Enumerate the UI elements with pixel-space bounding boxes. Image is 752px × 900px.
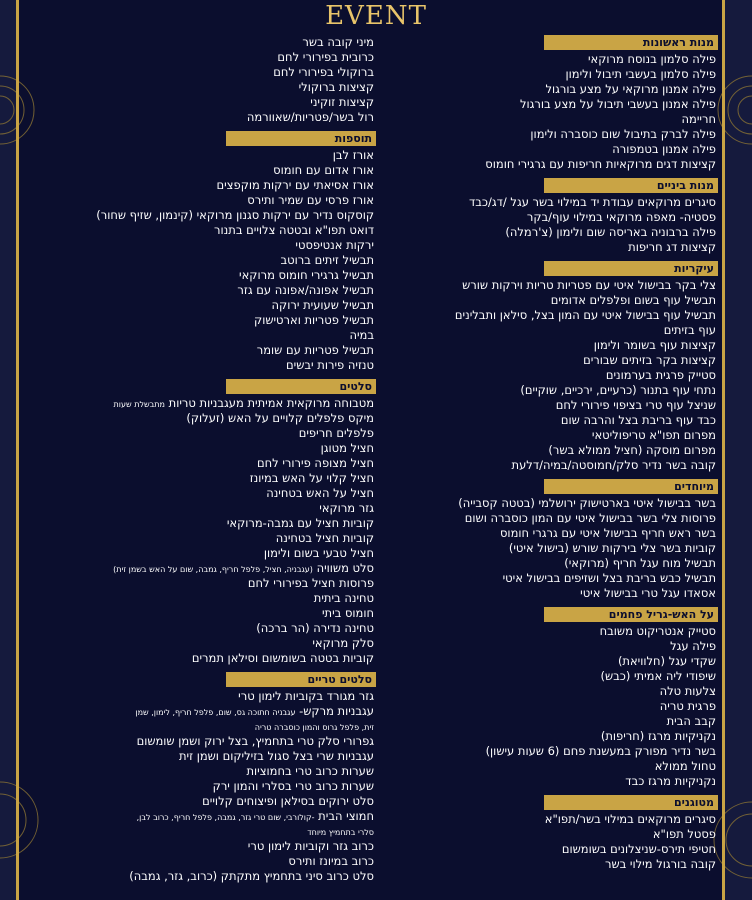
menu-item: גזר מרוקאי [319, 501, 374, 515]
menu-item [74, 719, 376, 734]
menu-item: אורז אדום עם חומוס [273, 163, 374, 177]
menu-item: תבשיל גרגירי חומוס מרוקאי [239, 268, 374, 282]
menu-item: מיני קובה בשר [302, 35, 374, 49]
menu-item: ברוקולי בפירורי לחם [273, 65, 374, 79]
menu-item: ירקות אנטיפסטי [295, 238, 374, 252]
menu-item: פילה ברבוניה באריסה שום ולימון (צ'רמלה) [505, 225, 716, 239]
menu-item: סטייק פרגית בערמונים [605, 368, 716, 382]
menu-item: תבשיל שעועית ירוקה [271, 298, 374, 312]
menu-item [74, 704, 376, 719]
menu-item: צלעות טלה [659, 684, 716, 698]
menu-item-note: (עגבניה, חציל, פלפל חריף, גמבה, שום על האש בשמן זית) [113, 565, 313, 574]
menu-item [74, 809, 376, 824]
menu-item: טחינה ביתית [313, 591, 374, 605]
section-heading: תוספות [226, 131, 376, 146]
menu-item: סלט ירוקים בסילאן ופיצוחים קלויים [202, 794, 374, 808]
menu-item [74, 396, 376, 411]
menu-item: תבשיל אפונה/אפונה עם גזר [237, 283, 374, 297]
section-heading: עיקריות [544, 261, 718, 276]
menu-item: נקניקיות מרגז (חריפות) [600, 729, 716, 743]
menu-item: בשר בבישול איטי בארטישוק ירושלמי (בטטה קסבייה) [458, 496, 716, 510]
menu-item: קציצות דג חריפות [628, 240, 716, 254]
left-menu-column [74, 35, 376, 884]
menu-item: פרוסות צלי בשר בבישול איטי עם המון כוסברה ושום [464, 511, 716, 525]
right-gold-border [722, 0, 725, 900]
menu-item: כרובית בפירורי לחם [277, 50, 374, 64]
menu-item: עוף בזיתים [663, 323, 716, 337]
menu-item: פילה אמנון מרוקאי על מצע בורגול [545, 82, 716, 96]
menu-item: פרגית טריה [659, 699, 716, 713]
menu-item: קוסקוס נדיר עם ירקות סגנון מרוקאי (קינמון, שזיף שחור) [96, 208, 374, 222]
right-menu-column [408, 35, 718, 872]
menu-item: כרוב גזר וקוביות לימון טרי [247, 839, 374, 853]
menu-item: תבשיל עוף בבישול איטי עם המון בצל, סילאן ותבלינים [454, 308, 716, 322]
menu-item: קבב הבית [666, 714, 716, 728]
menu-item: פסטל תפו"א [652, 827, 716, 841]
menu-item: קציצות ברוקולי [298, 80, 374, 94]
menu-item: פילה סלמון בנוסח מרוקאי [587, 52, 716, 66]
menu-item: שערות כרוב טרי בחמוציות [246, 764, 374, 778]
menu-item: סטייק אנטריקוט משובח [599, 624, 716, 638]
menu-item: תבשיל פטריות וארטישוק [254, 313, 374, 327]
menu-item: אורז לבן [332, 148, 374, 162]
menu-item: קציצות בקר בזיתים שבורים [583, 353, 716, 367]
menu-item: סיגרים מרוקאים במילוי בשר/תפו"א [544, 812, 716, 826]
menu-item: נקניקיות מרגז כבד [625, 774, 716, 788]
menu-item-note: זית, פלפל גרוס והמון כוסברה טריה [254, 723, 374, 732]
menu-item: פילה לברק בתיבול שום כוסברה ולימון [530, 127, 716, 141]
section-heading: על האש-גריל פחמים [544, 607, 718, 622]
menu-item-note: מתבשלת שעות [113, 400, 165, 409]
menu-item: תבשיל פטריות עם שומר [256, 343, 374, 357]
menu-item: גפרורי סלק טרי בתחמיץ, בצל ירוק ושמן שומשום [136, 734, 374, 748]
menu-item: צלי בקר בבישול איטי עם פטריות טריות וירקות שורש [462, 278, 716, 292]
menu-item: דואט תפו"א ובטטה צלויים בתנור [214, 223, 374, 237]
menu-item: קובה בורגול מילוי בשר [604, 857, 716, 871]
menu-item: פילה אמנון בעשבי תיבול על מצע בורגול [519, 97, 716, 111]
menu-item: פילה סלמון בעשבי תיבול ולימון [565, 67, 716, 81]
section-heading: מיוחדים [544, 479, 718, 494]
menu-item-text: מטבוחה מרוקאית אמיתית מעגבניות טריות [165, 396, 374, 410]
menu-item: פילה עגל [670, 639, 716, 653]
menu-item: אסאדו עגל טרי בבישול איטי [580, 586, 716, 600]
menu-item: פלפלים חריפים [298, 426, 374, 440]
menu-item: טחינה נדירה (הר ברכה) [256, 621, 374, 635]
menu-item: מיקס פלפלים קלויים על האש (זעלוק) [186, 411, 374, 425]
menu-item: סיגרים מרוקאים עבודת יד במילוי בשר עגל /דג/כבד [468, 195, 716, 209]
menu-item: שערות כרוב טרי בסלרי והמון ירק [212, 779, 374, 793]
menu-item: תבשיל כבש בריבת בצל ושזיפים בבישול איטי [502, 571, 716, 585]
section-heading: סלטים [226, 379, 376, 394]
menu-item: גזר מגורד בקוביות לימון טרי [238, 689, 374, 703]
menu-item: טנזיה פירות יבשים [286, 358, 374, 372]
menu-item: חציל מצופה פירורי לחם [257, 456, 374, 470]
menu-item [74, 824, 376, 839]
menu-item: תבשיל מוח עגל חריף (מרוקאי) [564, 556, 716, 570]
menu-item: חריימה [681, 112, 716, 126]
section-heading: מנות ביניים [544, 178, 718, 193]
section-heading: מנות ראשונות [544, 35, 718, 50]
section-heading: מטוגנים [544, 795, 718, 810]
menu-item: קציצות זוקיני [310, 95, 374, 109]
menu-item: אורז פרסי עם שמיר ותירס [247, 193, 374, 207]
menu-item: קוביות בשר צלי בירקות שורש (בישול איטי) [508, 541, 716, 555]
page-title: EVENT [325, 1, 427, 31]
menu-item: פרוסות חציל בפירורי לחם [247, 576, 374, 590]
menu-item: חומוס ביתי [321, 606, 374, 620]
menu-item: מפרום מוסקה (חציל ממולא בשר) [548, 443, 716, 457]
left-gold-border [16, 0, 19, 900]
menu-item: כבד עוף בריבת בצל והרבה שום [560, 413, 716, 427]
menu-item: נתחי עוף בתנור (כרעיים, ירכיים, שוקיים) [520, 383, 716, 397]
menu-item: תבשיל זיתים ברוטב [280, 253, 374, 267]
menu-item: בשר נדיר מפורק במעשנת פחם (6 שעות עישון) [485, 744, 716, 758]
menu-item: קוביות חציל בטחינה [275, 531, 374, 545]
menu-item: שקדי עגל (חלוויאת) [617, 654, 716, 668]
menu-item [74, 561, 376, 576]
menu-item: תבשיל עוף בשום ופלפלים אדומים [550, 293, 716, 307]
menu-item: אורז אסיאתי עם ירקות מוקפצים [216, 178, 374, 192]
menu-item: קוביות חציל עם גמבה-מרוקאי [226, 516, 374, 530]
menu-item-note: סלרי בתחמיץ מיוחד [307, 828, 374, 837]
menu-item: קובה בשר נדיר סלק/חמוסטה/במיה/דלעת [511, 458, 716, 472]
menu-item: שיפודי ליה אמיתי (כבש) [600, 669, 716, 683]
menu-item: סלק מרוקאי [312, 636, 374, 650]
menu-item: חציל קלוי על האש במיונז [249, 471, 374, 485]
menu-item: חטיפי תירס-שניצלונים בשומשום [561, 842, 716, 856]
menu-item-text: עגבניות מרקש- [295, 704, 374, 718]
menu-item: פילה אמנון בטמפורה [612, 142, 716, 156]
menu-item: טחול ממולא [654, 759, 716, 773]
menu-item: בשר ראש חריף בבישול איטי עם גרגרי חומוס [499, 526, 716, 540]
menu-item-text: חמוצי הבית [314, 809, 374, 823]
menu-item: כרוב במיונז ותירס [288, 854, 374, 868]
menu-item: קוביות בטטה בשומשום וסילאן תמרים [191, 651, 374, 665]
menu-item: סלט כרוב סיני בתחמיץ מתקתק (כרוב, גזר, גמבה) [129, 869, 374, 883]
menu-item: חציל על האש בטחינה [266, 486, 374, 500]
menu-item: פסטיה- מאפה מרוקאי במילוי עוף/בקר [526, 210, 716, 224]
menu-item-note: -קולורבי, שום טרי גזר, גמבה, פלפל חריף, כרוב לבן, [136, 813, 315, 822]
section-heading: סלטים טריים [226, 672, 376, 687]
menu-item: חציל מטוגן [320, 441, 374, 455]
menu-item: במיה [349, 328, 374, 342]
menu-item-text: סלט משוויה [312, 561, 374, 575]
menu-item: עגבניות שרי בצל סגול בזיליקום ושמן זית [178, 749, 374, 763]
menu-item: מפרום תפו"א טריפוליטאי [591, 428, 716, 442]
menu-item-note: עגבניה חתוכה גס, שום, פלפל חריף, לימון, שמן [135, 708, 296, 717]
menu-item: חציל טבעי בשום ולימון [263, 546, 374, 560]
menu-item: שניצל עוף טרי בציפוי פירורי לחם [555, 398, 716, 412]
menu-item: קציצות דגים מרוקאיות חריפות עם גרגירי חומוס [485, 157, 716, 171]
menu-item: רול בשר/פטריות/שאוורמה [246, 110, 374, 124]
menu-item: קציצות עוף בשומר ולימון [593, 338, 716, 352]
